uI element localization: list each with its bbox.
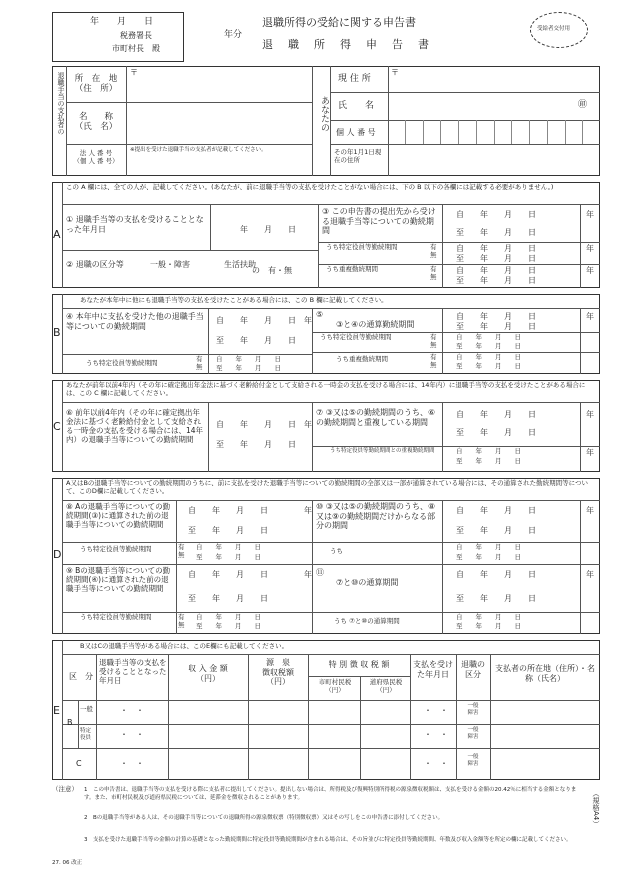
header-office-city: 市町村長 殿 (112, 44, 160, 53)
note-3: 3 支払を受けた退職手当等の金額の計算の基礎となった勤続期間に特定役員等勤続期間が含まれる場合は、その旨並びに特定役員等勤続期間、年数及び収入金額等を所定の欄に記載してください。 (84, 837, 572, 843)
e-h-kubun: 区 分 (69, 672, 93, 681)
e-row-c-kind: C (76, 759, 82, 768)
e-row-b2-date: ・ ・ (120, 730, 144, 739)
e-h-date: 退職手当等の支払を受けることとなった年月日 (99, 658, 167, 685)
payer-postal-mark: 〒 (130, 68, 138, 77)
d-item11-sub: うち ⑦と⑩の通算期間 (334, 617, 400, 625)
payer-corp-note: ※提出を受けた退職手当の支払者が記載してください。 (130, 147, 267, 153)
a-item2-life: 生活扶助 (224, 260, 256, 269)
b-item5-sub-to: 至 年 月 日 (456, 342, 521, 350)
b-item5-sub2-from: 自 年 月 日 (456, 353, 521, 361)
d-item10-sub-from: 自 年 月 日 (456, 543, 521, 551)
b-item4: ④ 本年中に支払を受けた他の退職手当等についての勤続期間 (66, 312, 204, 331)
b-item4-sub-to: 至 年 月 日 (216, 364, 281, 372)
e-row-b2-cls: 一般 障害 (467, 727, 479, 740)
a-item2-yesno: の 有・無 (252, 266, 292, 275)
recipient-name-label: 氏 名 (338, 101, 375, 111)
recipient-mynumber-label: 個 人 番 号 (336, 128, 376, 137)
d-item9-year: 年 (304, 570, 312, 579)
a-item1-date: 年 月 日 (240, 225, 296, 234)
stamp-text: 受給者交付用 (537, 26, 571, 32)
d-item9-to: 至 年 月 日 (188, 594, 268, 603)
section-b-letter: B (53, 326, 61, 339)
b-item4-yesno: 有 無 (196, 355, 203, 371)
b-item5-year: 年 (586, 312, 594, 321)
recipient-address-label: 現 住 所 (338, 74, 371, 84)
b-item5-from: 自 年 月 日 (456, 312, 536, 321)
note-2: 2 Bの退職手当等がある人は、その退職手当等についての退職所得の源泉徴収票（特別徴収票）又はその写しをこの申告書に添付してください。 (84, 815, 444, 821)
e-h-retire-class: 退職の区分 (461, 660, 485, 679)
d-item9-yesno: 有 無 (178, 613, 185, 629)
a-item2: ② 退職の区分等 (66, 260, 124, 269)
d-item11-year: 年 (586, 570, 594, 579)
a-item3-sub2-from: 自 年 月 日 (456, 266, 536, 275)
form-title: 退職所得の受給に関する申告書 (262, 16, 416, 29)
b-item5-label: ③と④の通算勤続期間 (336, 320, 415, 329)
e-h-special: 特 別 徴 収 税 額 (328, 660, 390, 669)
recipient-prev-address-label: その年1月1日現在の住所 (334, 148, 382, 164)
d-item9-from: 自 年 月 日 (188, 570, 268, 579)
b-item4-from: 自 年 月 日 (216, 316, 296, 325)
c-item6-from: 自 年 月 日 (216, 420, 296, 429)
d-item8-from: 自 年 月 日 (188, 506, 268, 515)
b-item4-year: 年 (304, 316, 312, 325)
revision: 27. 06 改正 (52, 860, 83, 866)
a-item3-sub-year: 年 (586, 244, 594, 253)
a-item3-yesno: 有 無 (430, 243, 437, 259)
b-item5-sub-from: 自 年 月 日 (456, 333, 521, 341)
a-item1: ① 退職手当等の支払を受けることとなった年月日 (66, 215, 204, 234)
b-item4-sub: うち特定役員等勤続期間 (86, 359, 158, 367)
e-row-b-kind: B (67, 718, 73, 727)
e-row-b2-paid: ・ ・ (424, 730, 448, 739)
a-item3-sub2: うち重複勤続期間 (326, 265, 378, 273)
payer-side-label: 退職手当の支払者の (57, 72, 65, 135)
d-item10-sub: うち (330, 547, 343, 555)
b-item5: ⑤ (316, 310, 324, 319)
b-item4-to: 至 年 月 日 (216, 336, 296, 345)
section-a-letter: A (53, 228, 61, 241)
e-row-c-paid: ・ ・ (424, 759, 448, 768)
d-item9: ⑨ Bの退職手当等についての勤続期間(④)に通算された前の退職手当等についての勤続期間 (66, 566, 171, 593)
c-item7-sub-to: 至 年 月 日 (456, 457, 521, 465)
c-item7-to: 至 年 月 日 (456, 428, 536, 437)
e-row-b2-sub: 特定役員 (80, 728, 92, 741)
b-item5-sub2: うち重複勤続期間 (336, 355, 388, 363)
a-item3-year: 年 (586, 210, 594, 219)
c-item7-from: 自 年 月 日 (456, 410, 536, 419)
d-item9-sub-to: 至 年 月 日 (196, 622, 261, 630)
a-item3-to: 至 年 月 日 (456, 228, 536, 237)
d-item10-year: 年 (586, 506, 594, 515)
e-h-income: 収 入 金 額 （円） (188, 664, 228, 683)
d-item10-from: 自 年 月 日 (456, 506, 536, 515)
e-row-b-sub: 一般 (80, 705, 93, 713)
payer-corp-no-label: 法 人 番 号 （個 人 番 号） (73, 149, 119, 165)
c-item6-year: 年 (304, 420, 312, 429)
b-item4-sub-from: 自 年 月 日 (216, 355, 281, 363)
e-row-c-date: ・ ・ (120, 759, 144, 768)
b-item5-to: 至 年 月 日 (456, 322, 536, 331)
a-item3-sub-from: 自 年 月 日 (456, 244, 536, 253)
d-item9-sub-from: 自 年 月 日 (196, 613, 261, 621)
c-item7-sub-from: 自 年 月 日 (456, 447, 521, 455)
section-a-intro: この A 欄には、全ての人が、記載してください。(あなたが、前に退職手当等の支払を受けたことがない場合には、下の B 以下の各欄には記載する必要がありません。) (66, 183, 554, 191)
c-item6: ⑥ 前年以前4年内（その年に確定拠出年金法に基づく老齢給付金として支給される一時金の支払を受ける場合には、14年内）の退職手当等についての勤続期間 (66, 408, 204, 444)
a-item3-sub-to: 至 年 月 日 (456, 254, 536, 263)
header-office-tax: 税務署長 (120, 31, 152, 40)
d-item11-sub-to: 至 年 月 日 (456, 622, 521, 630)
d-item10-sub-to: 至 年 月 日 (456, 553, 521, 561)
a-item3-sub2-yesno: 有 無 (430, 265, 437, 281)
d-item8-sub-to: 至 年 月 日 (196, 553, 261, 561)
header-date: 年 月 日 (90, 17, 154, 27)
section-c-letter: C (53, 420, 61, 433)
b-item5-sub2-yesno: 有 無 (430, 353, 437, 369)
e-row-c-cls: 一般 障害 (467, 754, 479, 767)
a-item3-from: 自 年 月 日 (456, 210, 536, 219)
header-year-suffix: 年分 (224, 30, 243, 40)
d-item8: ⑧ Aの退職手当等についての勤続期間(③)に通算された前の退職手当等についての勤続期間 (66, 502, 171, 529)
e-h-city: 市町村民税 （円） (318, 678, 352, 694)
d-item8-to: 至 年 月 日 (188, 526, 268, 535)
a-item3-sub2-year: 年 (586, 266, 594, 275)
b-item5-sub2-to: 至 年 月 日 (456, 362, 521, 370)
recipient-postal-mark: 〒 (391, 68, 399, 77)
e-h-pref: 道府県民税 （円） (369, 678, 403, 694)
section-d-intro: A又はBの退職手当等についての勤続期間のうちに、前に支払を受けた退職手当等についての勤続期間の全部又は一部が通算されている場合には、その通算された勤続期間等について、このD欄に記載してください。 (66, 479, 589, 495)
section-b-intro: あなたが本年中に他にも退職手当等の支払を受けたことがある場合には、この B 欄に記載してください。 (80, 296, 388, 304)
a-item3: ③ この申告書の提出先から受ける退職手当等についての勤続期間 (322, 207, 436, 236)
c-item7-sub-year: 年 (586, 448, 594, 457)
seal-mark: ㊞ (578, 100, 588, 110)
c-item6-to: 至 年 月 日 (216, 440, 296, 449)
notes-label: （注意） (52, 785, 78, 793)
section-e-letter: E (53, 704, 60, 717)
d-item8-yesno: 有 無 (178, 543, 185, 559)
b-item5-yesno: 有 無 (430, 333, 437, 349)
a-item2-opts: 一般・障害 (150, 260, 190, 269)
d-item8-sub: うち特定役員等勤続期間 (80, 545, 152, 553)
d-item11: ⑪ (316, 568, 324, 577)
a-item3-sub2-to: 至 年 月 日 (456, 276, 536, 285)
payer-address-label: 所 在 地 （住 所） (74, 74, 118, 95)
d-item11-sub-from: 自 年 月 日 (456, 613, 521, 621)
c-item7-year: 年 (586, 410, 594, 419)
d-item10: ⑩ ③又は⑤の勤続期間のうち、⑧又は⑨の勤続期間だけからなる部分の期間 (316, 502, 436, 531)
e-row-b-paid: ・ ・ (424, 706, 448, 715)
e-row-b-date: ・ ・ (120, 706, 144, 715)
spec-label: （規格A4） (592, 790, 600, 828)
d-item9-sub: うち特定役員等勤続期間 (80, 613, 152, 621)
d-item11-label: ⑦と⑩の通算期間 (336, 578, 399, 587)
section-c-intro: あなたが前年以前4年内（その年に確定拠出年金法に基づく老齢給付金として支給される一時金の支払を受ける場合には、14年内）に退職手当等の支払を受けたことがある場合には、この C 欄に記載してください。 (66, 381, 586, 397)
e-row-b-cls: 一般 障害 (467, 703, 479, 716)
c-item7: ⑦ ③又は⑤の勤続期間のうち、⑥の勤続期間と重複している期間 (316, 408, 436, 427)
recipient-side-label: あなたの (319, 96, 329, 132)
section-e-intro: B又はCの退職手当等がある場合には、このE欄にも記載してください。 (80, 642, 289, 650)
form-subtitle: 退 職 所 得 申 告 書 (262, 38, 431, 51)
e-h-payer: 支払者の所在地（住所）・名称（氏名） (495, 664, 595, 683)
d-item8-year: 年 (304, 506, 312, 515)
a-item3-sub: うち特定役員等勤続期間 (326, 243, 398, 251)
c-item7-sub: うち特定役員等勤続期間との重複勤続期間 (330, 448, 435, 454)
d-item11-to: 至 年 月 日 (456, 594, 536, 603)
b-item5-sub: うち特定役員等勤続期間 (320, 333, 392, 341)
section-d-letter: D (53, 548, 62, 561)
e-h-withholding: 源 泉 徴収税額 （円） (262, 658, 294, 687)
payer-name-label: 名 称 （氏 名） (74, 112, 118, 133)
d-item8-sub-from: 自 年 月 日 (196, 543, 261, 551)
d-item11-from: 自 年 月 日 (456, 570, 536, 579)
note-1: 1 この申告書は、退職手当等の支払を受ける際に支払者に提出してください。提出しない場合は、所得税及び復興特別所得税の源泉徴収税額は、支払を受ける金額の20.42％に相当する金額となります。また、市町村民税及び道府県民税については、延滞金を徴収されることがあります。 (84, 787, 577, 802)
e-h-paid-date: 支払を受けた年月日 (413, 660, 453, 679)
d-item10-to: 至 年 月 日 (456, 526, 536, 535)
